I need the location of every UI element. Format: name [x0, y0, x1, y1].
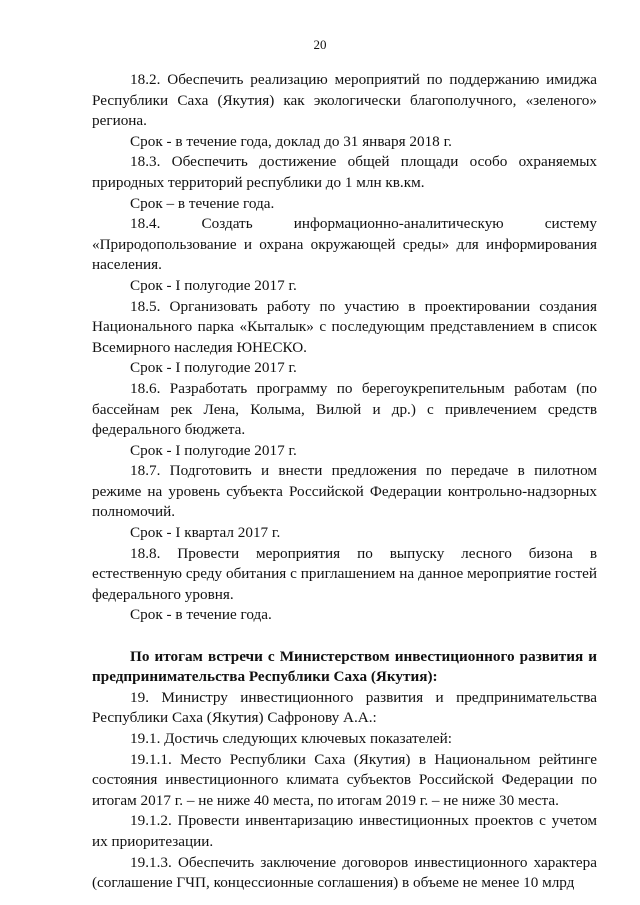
section-heading: По итогам встречи с Министерством инвестиционного развития и предпринимательства Республики Саха (Якутия): — [92, 647, 597, 686]
paragraph: 19.1.2. Провести инвентаризацию инвестиционных проектов с учетом их приоритезации. — [92, 812, 597, 850]
paragraph: 18.8. Провести мероприятия по выпуску лесного бизона в естественную среду обитания с приглашением на данное мероприятие гостей федерального уровня. — [92, 544, 597, 603]
deadline-text: Срок - в течение года, доклад до 31 января 2018 г. — [130, 132, 452, 150]
paragraph: 18.3. Обеспечить достижение общей площади особо охраняемых природных территорий республики до 1 млн кв.км. — [92, 153, 597, 191]
paragraph: 19.1. Достичь следующих ключевых показателей: — [130, 730, 452, 747]
deadline-text: Срок - I квартал 2017 г. — [130, 524, 281, 542]
paragraph: 18.6. Разработать программу по берегоукрепительным работам (по бассейнам рек Лена, Колыма, Вилюй и др.) с привлечением средств федерального бюджета. — [92, 379, 597, 439]
paragraph: 19.1.1. Место Республики Саха (Якутия) в Национальном рейтинге состояния инвестиционного климата субъектов Российской Федерации по итогам 2017 г. – не ниже 40 места, по итогам 2019 г. – не ниже 30 места. — [92, 750, 597, 809]
paragraph: 18.2. Обеспечить реализацию мероприятий по поддержанию имиджа Республики Саха (Якутия) как экологически благополучного, «зеленого» региона. — [92, 71, 597, 130]
page-number: 20 — [313, 37, 327, 52]
deadline-text: Срок – в течение года. — [130, 194, 275, 212]
paragraph: 18.4. Создать информационно-аналитическую систему «Природопользование и охрана окружающей среды» для информирования населения. — [92, 215, 597, 274]
deadline-text: Срок - в течение года. — [130, 606, 272, 624]
paragraph: 18.7. Подготовить и внести предложения по передаче в пилотном режиме на уровень субъекта Российской Федерации контрольно-надзорных полномочий. — [92, 462, 597, 521]
deadline-text: Срок - I полугодие 2017 г. — [130, 441, 297, 459]
deadline-text: Срок - I полугодие 2017 г. — [130, 276, 297, 294]
deadline-text: Срок - I полугодие 2017 г. — [130, 359, 297, 377]
document-body — [92, 70, 597, 894]
paragraph: 19.1.3. Обеспечить заключение договоров инвестиционного характера (соглашение ГЧП, концессионные соглашения) в объеме не менее 10 млрд — [92, 853, 597, 892]
paragraph: 18.5. Организовать работу по участию в проектировании создания Национального парка «Кыталык» с последующим представлением в список Всемирного наследия ЮНЕСКО. — [92, 297, 597, 356]
paragraph: 19. Министру инвестиционного развития и предпринимательства Республики Саха (Якутия) Сафронову А.А.: — [92, 688, 597, 727]
